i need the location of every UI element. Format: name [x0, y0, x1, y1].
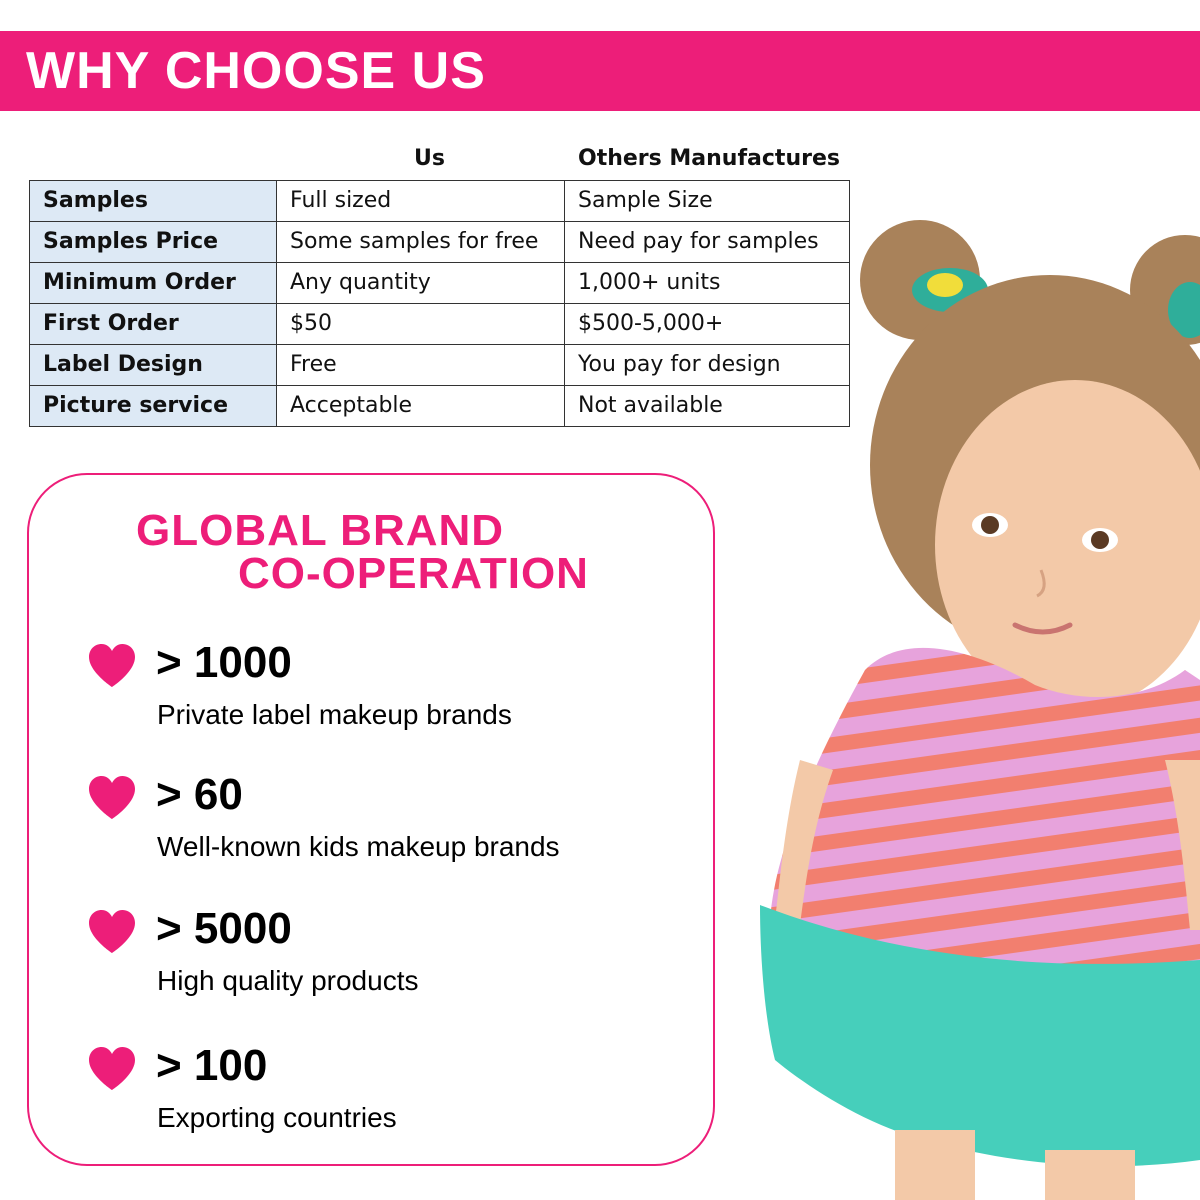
column-header-us: Us [414, 146, 445, 171]
page-title: WHY CHOOSE US [26, 42, 486, 100]
others-cell: 1,000+ units [565, 263, 850, 304]
row-label: Label Design [30, 345, 277, 386]
table-row [30, 345, 850, 386]
us-cell: Some samples for free [277, 222, 565, 263]
table-row [30, 222, 850, 263]
row-label: First Order [30, 304, 277, 345]
us-cell: $50 [277, 304, 565, 345]
others-cell: Need pay for samples [565, 222, 850, 263]
others-cell: Sample Size [565, 181, 850, 222]
stat-label: Private label makeup brands [157, 699, 512, 730]
stat-value: > 1000 [156, 638, 292, 687]
stat-label: Well-known kids makeup brands [157, 831, 560, 862]
table-row [30, 304, 850, 345]
card-title-line1: GLOBAL BRAND [136, 506, 505, 555]
stat-value: > 100 [156, 1041, 268, 1090]
heart-icon [87, 775, 137, 821]
table-row [30, 386, 850, 427]
stat-item [29, 767, 709, 867]
row-label: Samples Price [30, 222, 277, 263]
stat-value: > 5000 [156, 904, 292, 953]
card-title-line2: CO-OPERATION [238, 549, 589, 598]
heart-icon [87, 1046, 137, 1092]
child-photo [745, 200, 1200, 1200]
us-cell: Acceptable [277, 386, 565, 427]
others-cell: You pay for design [565, 345, 850, 386]
stat-label: High quality products [157, 965, 419, 996]
stat-item [29, 635, 709, 735]
others-cell: Not available [565, 386, 850, 427]
us-cell: Full sized [277, 181, 565, 222]
table-row [30, 263, 850, 304]
comparison-table [29, 180, 850, 427]
table-row [30, 181, 850, 222]
others-cell: $500-5,000+ [565, 304, 850, 345]
us-cell: Any quantity [277, 263, 565, 304]
row-label: Samples [30, 181, 277, 222]
stat-label: Exporting countries [157, 1102, 397, 1133]
heart-icon [87, 909, 137, 955]
row-label: Minimum Order [30, 263, 277, 304]
stat-value: > 60 [156, 770, 243, 819]
heart-icon [87, 643, 137, 689]
header-banner [0, 31, 1200, 111]
column-header-others: Others Manufactures [578, 146, 840, 171]
stat-item [29, 1038, 709, 1138]
us-cell: Free [277, 345, 565, 386]
brand-cooperation-card [27, 473, 715, 1166]
row-label: Picture service [30, 386, 277, 427]
stat-item [29, 901, 709, 1001]
